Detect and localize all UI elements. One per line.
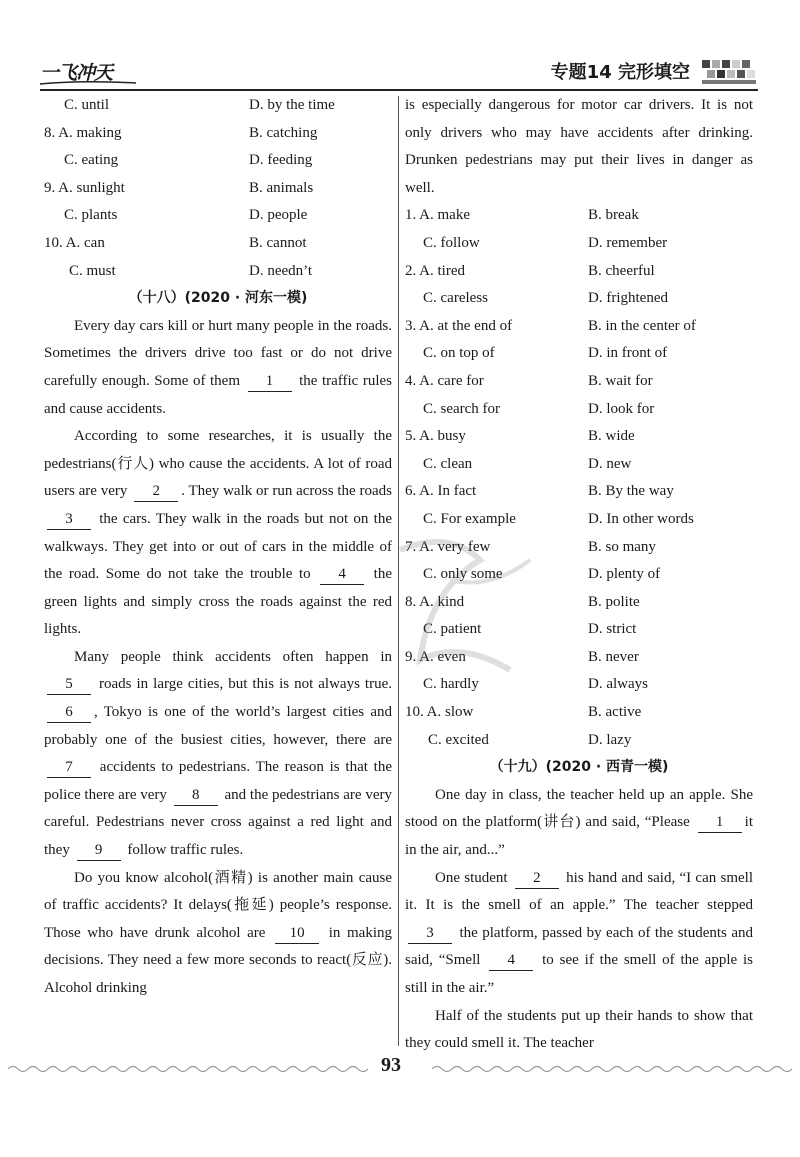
option: B. break xyxy=(588,207,639,224)
blank-3: 3 xyxy=(47,509,91,530)
passage-paragraph xyxy=(405,1003,753,1058)
option: D. in front of xyxy=(588,345,668,362)
blank-2: 2 xyxy=(515,868,559,889)
option: 3. A. at the end of xyxy=(405,317,513,334)
option: B. catching xyxy=(249,124,318,141)
blank-2: 2 xyxy=(134,481,178,502)
option: B. so many xyxy=(588,538,656,555)
brand-swoosh-icon xyxy=(40,80,136,86)
option: C. on top of xyxy=(423,345,495,362)
option-row xyxy=(44,258,392,286)
option: D. plenty of xyxy=(588,566,661,583)
option: D. always xyxy=(588,676,648,693)
passage-text: and the pedestrians are very careful. Pedestrians never cross against a red light and they xyxy=(44,786,393,859)
option: C. eating xyxy=(64,152,119,169)
page-number: 93 xyxy=(381,1054,401,1076)
passage-text: . They walk or run across the roads xyxy=(181,483,393,500)
option: C. clean xyxy=(423,455,473,472)
blank-6: 6 xyxy=(47,702,91,723)
option: B. in the center of xyxy=(588,317,696,334)
option: 9. A. sunlight xyxy=(44,179,125,196)
passage-paragraph xyxy=(44,644,392,865)
passage-text: , Tokyo is one of the world’s largest cities and probably one of the busiest cities, however, there are xyxy=(44,704,392,748)
option: 7. A. very few xyxy=(405,538,491,555)
passage-text: to see if the smell of the apple is still in the air.” xyxy=(405,952,754,996)
passage-text: According to some researches, it is usually the pedestrians(行人) who cause the accidents. A lot of road users are very xyxy=(44,428,392,500)
passage-continuation: is especially dangerous for motor car drivers. It is not only drivers who may have accidents after drinking. Drunken pedestrians may put their lives in danger as well. xyxy=(405,97,753,196)
passage-text: accidents to pedestrians. The reason is that the police there are very xyxy=(44,759,393,803)
option: C. For example xyxy=(423,510,516,527)
header-rule xyxy=(40,89,758,91)
passage-paragraph xyxy=(44,313,392,423)
page-header xyxy=(40,56,758,96)
passage-text: Every day cars kill or hurt many people in the roads. Sometimes the drivers drive too fast or do not drive carefully enough. Some of them xyxy=(44,317,392,389)
option: D. feeding xyxy=(249,152,313,169)
option: 2. A. tired xyxy=(405,262,465,279)
option-row xyxy=(405,313,753,341)
option-row xyxy=(405,368,753,396)
option: C. must xyxy=(69,262,116,279)
blank-3: 3 xyxy=(408,923,452,944)
topic-title: 专题14 完形填空 xyxy=(550,62,690,83)
option: B. polite xyxy=(588,593,640,610)
option: C. only some xyxy=(423,566,503,583)
option: B. wide xyxy=(588,428,635,445)
option: D. people xyxy=(249,207,308,224)
option: 5. A. busy xyxy=(405,428,466,445)
option-row xyxy=(405,340,753,368)
option: C. patient xyxy=(423,621,482,638)
passage-text: in making decisions. They need a few more seconds to react(反应). Alcohol drinking xyxy=(44,924,393,996)
passage-text: his hand and said, “I can smell it. It is the smell of an apple.” The teacher stepped xyxy=(405,869,754,914)
option-row xyxy=(405,451,753,479)
option-row xyxy=(405,478,753,506)
option: D. remember xyxy=(588,234,668,251)
watermark-logo xyxy=(360,520,560,700)
footer-ornament-icon xyxy=(432,1064,792,1074)
option: 10. A. can xyxy=(44,234,105,251)
passage-paragraph xyxy=(44,865,392,1003)
option: D. lazy xyxy=(588,731,632,748)
option-row xyxy=(44,230,392,258)
option-row xyxy=(44,147,392,175)
option: D. new xyxy=(588,455,632,472)
blank-9: 9 xyxy=(77,840,121,861)
section-title-18: （十八）(2020 · 河东一模) xyxy=(128,290,308,307)
passage-text: Do you know alcohol(酒精) is another main cause of traffic accidents? It delays(拖延) people’s response. Those who have drunk alcohol are xyxy=(44,869,392,941)
passage-text: the traffic rules and cause accidents. xyxy=(44,372,393,417)
passage-text: Many people think accidents often happen in xyxy=(74,648,392,665)
option-row xyxy=(44,92,392,120)
option-row xyxy=(44,120,392,148)
passage-text: the platform, passed by each of the students and said, “Smell xyxy=(405,924,753,969)
passage-text: Half of the students put up their hands to show that they could smell it. The teacher xyxy=(405,1007,753,1052)
option: B. By the way xyxy=(588,483,674,500)
option-row xyxy=(405,285,753,313)
option: B. wait for xyxy=(588,372,653,389)
passage-text: it in the air, and...” xyxy=(405,814,753,859)
blank-1: 1 xyxy=(698,812,742,833)
passage-text: the cars. They walk in the roads but not on the walkways. They get into or out of cars in the middle of the road. Some do not take the trouble to xyxy=(44,510,392,583)
option-row xyxy=(405,230,753,258)
section-title-19: （十九）(2020 · 西青一模) xyxy=(489,759,669,776)
option: 1. A. make xyxy=(405,207,470,224)
option: D. needn’t xyxy=(249,262,313,279)
blank-8: 8 xyxy=(174,785,218,806)
blank-1: 1 xyxy=(248,371,292,392)
blank-4: 4 xyxy=(489,950,533,971)
option: C. search for xyxy=(423,400,501,417)
option-row xyxy=(405,699,753,727)
option: 10. A. slow xyxy=(405,704,474,721)
options-block-17 xyxy=(44,92,392,285)
option: C. plants xyxy=(64,207,118,224)
passage-text: One day in class, the teacher held up an apple. She stood on the platform(讲台) and said, “Please xyxy=(405,786,753,831)
option: C. careless xyxy=(423,290,488,307)
left-column xyxy=(44,92,392,1003)
blank-7: 7 xyxy=(47,757,91,778)
option-row xyxy=(405,202,753,230)
option: B. cannot xyxy=(249,234,307,251)
option: D. frightened xyxy=(588,290,668,307)
brand-logo: 一飞冲天 xyxy=(40,62,113,84)
passage-text: the green lights and simply cross the roads against the red lights. xyxy=(44,566,392,638)
blank-5: 5 xyxy=(47,674,91,695)
passage-text: roads in large cities, but this is not always true. xyxy=(99,676,392,693)
page-footer xyxy=(0,1052,800,1092)
option: B. never xyxy=(588,648,639,665)
passage-text: follow traffic rules. xyxy=(127,842,244,859)
option-row xyxy=(405,727,753,755)
option: C. follow xyxy=(423,234,480,251)
option: D. look for xyxy=(588,400,655,417)
footer-ornament-icon xyxy=(8,1064,368,1074)
passage-paragraph xyxy=(405,782,753,865)
option-row xyxy=(44,202,392,230)
passage-paragraph xyxy=(44,423,392,644)
option-row xyxy=(44,175,392,203)
option: C. excited xyxy=(428,731,489,748)
option: B. cheerful xyxy=(588,262,655,279)
option: 8. A. making xyxy=(44,124,122,141)
option: B. active xyxy=(588,704,642,721)
blank-4: 4 xyxy=(320,564,364,585)
option: D. by the time xyxy=(249,97,335,113)
option: C. hardly xyxy=(423,676,479,693)
blank-10: 10 xyxy=(275,923,319,944)
passage-text: One student xyxy=(435,869,508,886)
option-row xyxy=(405,396,753,424)
option: D. strict xyxy=(588,621,637,638)
option: C. until xyxy=(64,97,110,113)
decorative-blocks-icon xyxy=(700,56,758,88)
passage-paragraph xyxy=(405,865,753,1003)
option-row xyxy=(405,423,753,451)
option: 9. A. even xyxy=(405,648,466,665)
option-row xyxy=(405,258,753,286)
option: 4. A. care for xyxy=(405,372,484,389)
option: 6. A. In fact xyxy=(405,483,477,500)
option: D. In other words xyxy=(588,510,694,527)
option: B. animals xyxy=(249,179,314,196)
option: 8. A. kind xyxy=(405,593,465,610)
